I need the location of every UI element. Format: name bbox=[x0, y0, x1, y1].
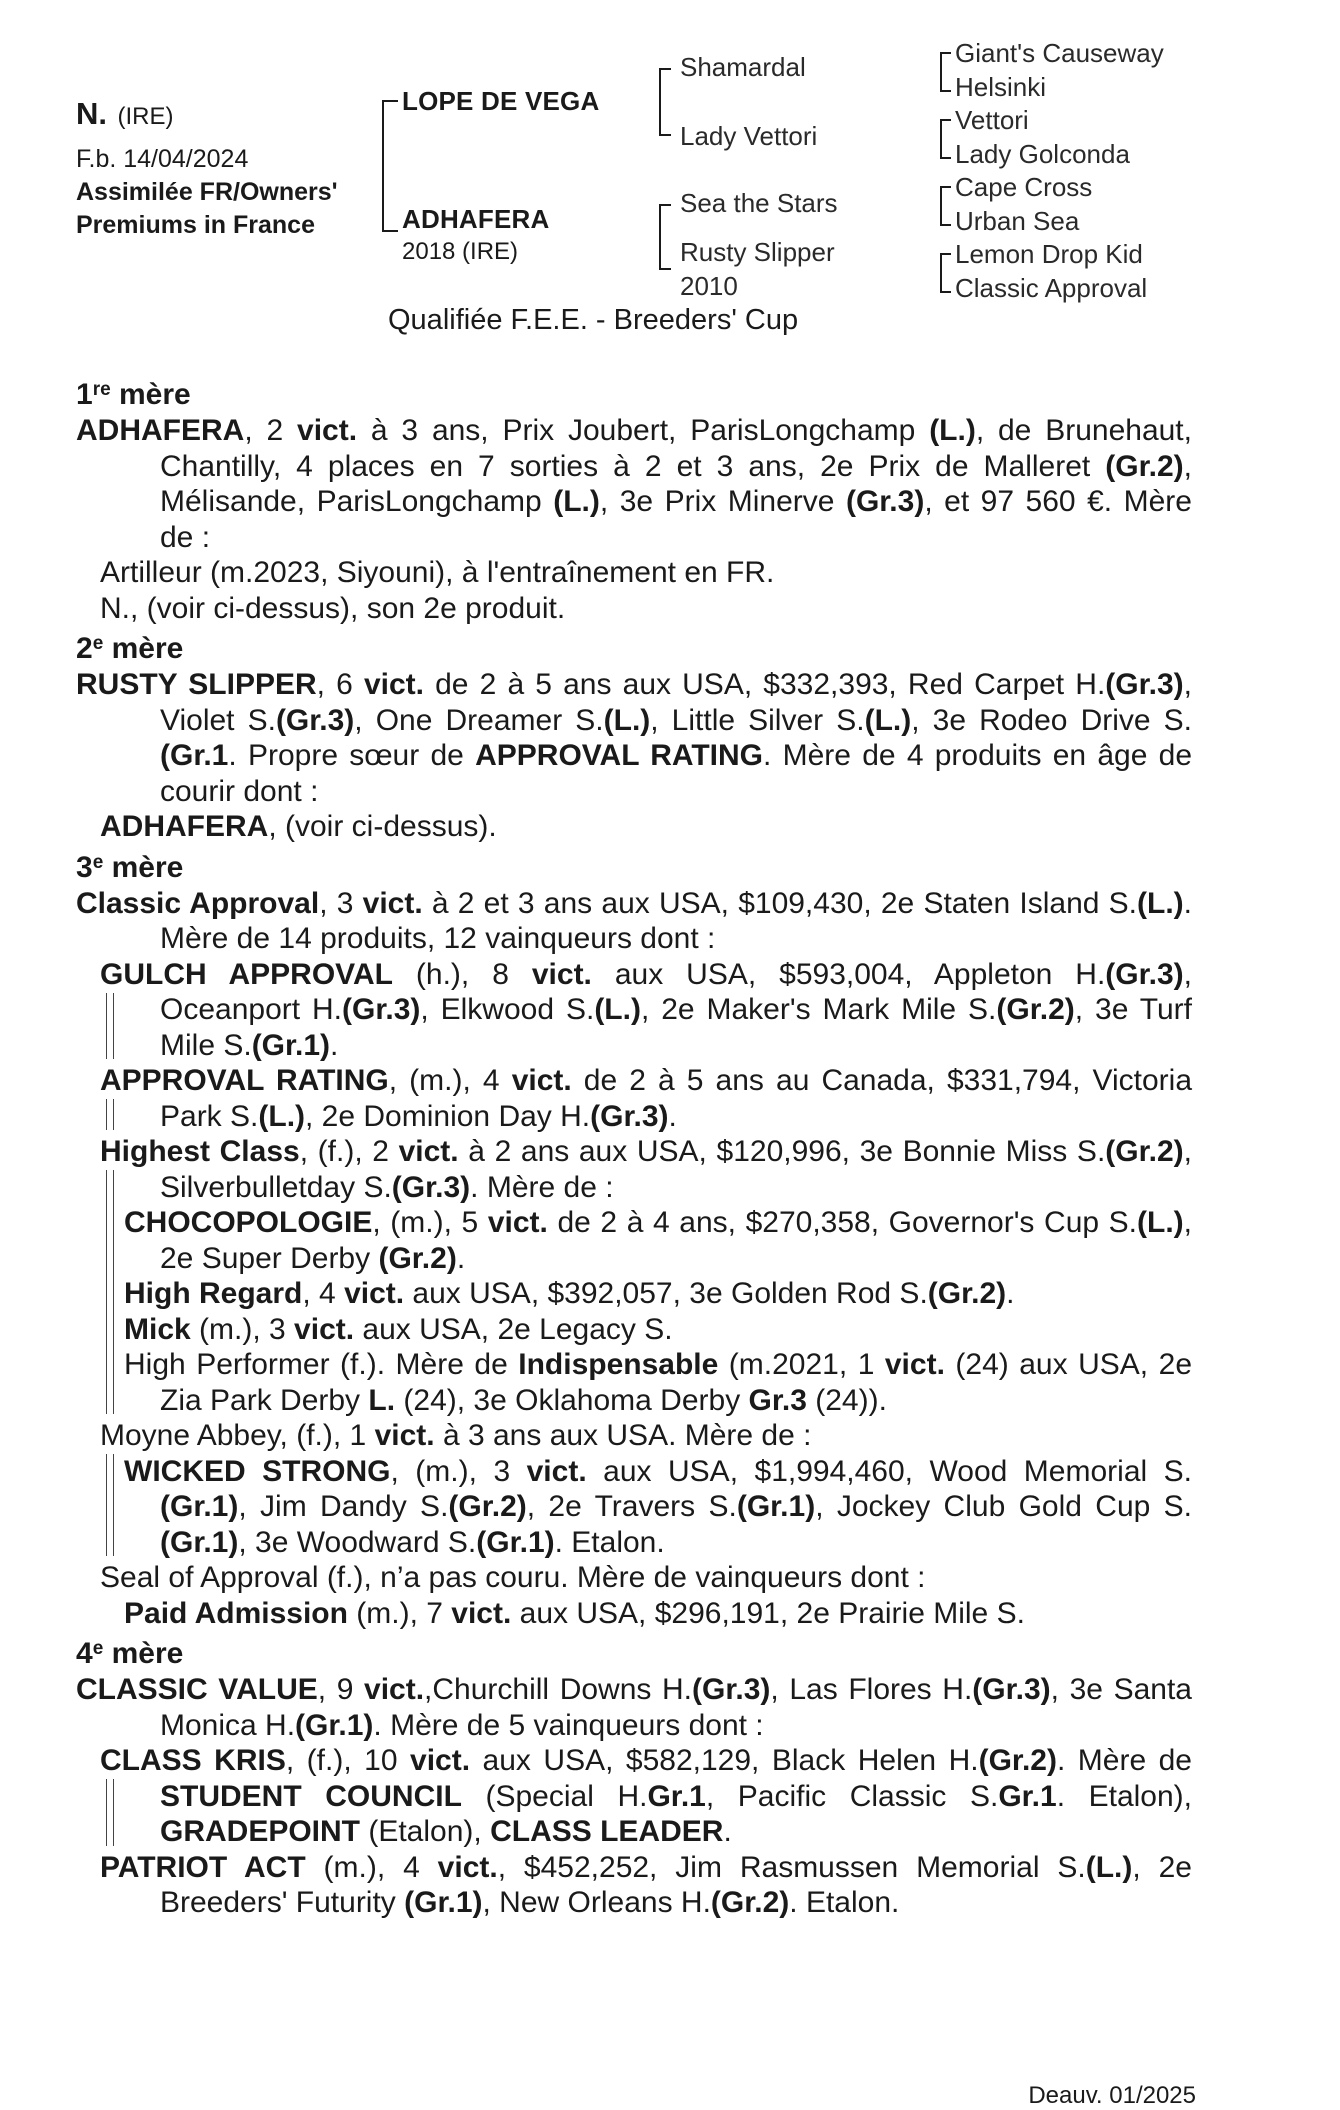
bold-run: PATRIOT ACT bbox=[100, 1850, 306, 1884]
text-run: , Little Silver S. bbox=[650, 703, 865, 737]
ggp-7: Lemon Drop Kid bbox=[955, 239, 1143, 269]
text-run: , Violet S. bbox=[160, 668, 1192, 737]
text-run: , (voir ci-dessus). bbox=[268, 810, 497, 843]
group-class-kris bbox=[76, 1743, 1192, 1850]
bold-run: Gr.3 bbox=[748, 1383, 807, 1417]
bold-run: vict. bbox=[294, 1312, 355, 1346]
bold-run: APPROVAL RATING bbox=[475, 739, 764, 772]
text-run: . Mère de 4 produits en âge de courir dont : bbox=[160, 739, 1193, 808]
text-run: , 3e Prix Minerve bbox=[599, 485, 846, 518]
bold-run: (Gr.3) bbox=[590, 1099, 669, 1133]
text-run: , (f.), 10 bbox=[285, 1744, 411, 1777]
bold-run: Highest Class bbox=[100, 1135, 300, 1168]
bold-run: vict. bbox=[398, 1135, 459, 1168]
entry-adhafera-ref bbox=[76, 809, 1192, 845]
text-run: (24) aux USA, 2e Zia Park Derby bbox=[160, 1348, 1192, 1417]
bold-run: (L.) bbox=[929, 414, 976, 447]
text-run: ,Churchill Downs H. bbox=[424, 1673, 693, 1706]
text-run: à 2 et 3 ans aux USA, $109,430, 2e Staten Island S. bbox=[422, 886, 1138, 920]
entry-wicked-strong bbox=[76, 1454, 1192, 1561]
horse-name: N. bbox=[76, 96, 107, 131]
premium-line-1: Assimilée FR/Owners' bbox=[76, 178, 338, 206]
bold-run: vict. bbox=[526, 1454, 587, 1488]
bold-run: (Gr.1 bbox=[160, 739, 229, 772]
entry-artilleur bbox=[76, 555, 1192, 591]
group-highest-class bbox=[76, 1134, 1192, 1418]
qualification: Qualifiée F.E.E. - Breeders' Cup bbox=[388, 304, 799, 336]
group-moyne-abbey bbox=[76, 1418, 1192, 1560]
text-run: , 6 bbox=[316, 668, 364, 701]
bold-run: RUSTY SLIPPER bbox=[76, 668, 317, 701]
section-4-number: 4 bbox=[76, 1637, 93, 1670]
section-3-word: mère bbox=[103, 850, 184, 884]
bold-run: L. bbox=[368, 1383, 396, 1417]
text-run: de 2 à 4 ans, $270,358, Governor's Cup S. bbox=[547, 1206, 1138, 1239]
bold-run: (Gr.3) bbox=[275, 703, 355, 737]
text-run: aux USA, $582,129, Black Helen H. bbox=[470, 1744, 979, 1777]
bold-run: GRADEPOINT bbox=[160, 1815, 361, 1848]
text-run: . Propre sœur de bbox=[228, 739, 476, 772]
dam-dam-year: 2010 bbox=[680, 271, 738, 301]
text-run: , (m.), 3 bbox=[390, 1454, 527, 1488]
section-4-word: mère bbox=[103, 1637, 184, 1670]
entry-highest-class bbox=[76, 1134, 1192, 1205]
text-run: , Pacific Classic S. bbox=[705, 1779, 999, 1813]
bold-run: vict. bbox=[487, 1206, 548, 1239]
text-run: , 3e Turf Mile S. bbox=[160, 993, 1192, 1062]
bold-run: (L.) bbox=[553, 485, 600, 518]
ggp-4: Lady Golconda bbox=[955, 139, 1130, 169]
text-run: (m.2021, 1 bbox=[718, 1348, 885, 1381]
text-run: . bbox=[456, 1241, 466, 1275]
text-run: (m.), 7 bbox=[347, 1596, 452, 1630]
text-run: , Mélisande, ParisLongchamp bbox=[160, 449, 1192, 518]
entry-high-regard bbox=[76, 1276, 1192, 1312]
bold-run: vict. bbox=[344, 1277, 405, 1310]
horse-origin: (IRE) bbox=[117, 103, 174, 130]
bold-run: (Gr.2) bbox=[927, 1277, 1007, 1310]
text-run: , 2e Breeders' Futurity bbox=[160, 1850, 1192, 1919]
text-run: . Etalon. bbox=[789, 1886, 900, 1919]
bold-run: vict. bbox=[437, 1850, 498, 1884]
text-run: (24)). bbox=[806, 1383, 887, 1417]
parents-bracket bbox=[382, 100, 398, 232]
text-run: , de Brunehaut, Chantilly, 4 places en 7 sorties à 2 et 3 ans, 2e Prix de Malleret bbox=[160, 414, 1192, 483]
sire-dam: Lady Vettori bbox=[680, 121, 818, 151]
text-run: , 3e Rodeo Drive S. bbox=[911, 703, 1193, 737]
bold-run: CLASS LEADER bbox=[490, 1815, 724, 1848]
bold-run: (Gr.1) bbox=[476, 1525, 555, 1559]
bold-run: vict. bbox=[363, 668, 424, 701]
entry-n bbox=[76, 591, 1192, 627]
sire-parents-bracket bbox=[659, 68, 671, 136]
text-run: aux USA, $296,191, 2e Prairie Mile S. bbox=[511, 1596, 1025, 1630]
section-title-3 bbox=[76, 845, 1192, 886]
section-2-sup: e bbox=[92, 633, 104, 654]
bold-run: vict. bbox=[884, 1348, 945, 1381]
bold-run: Gr.1 bbox=[998, 1779, 1057, 1813]
text-run: , Silverbulletday S. bbox=[160, 1135, 1192, 1204]
horse-info: F.b. 14/04/2024 bbox=[76, 145, 249, 173]
sire-name: LOPE DE VEGA bbox=[402, 86, 600, 116]
text-run: , 3e Santa Monica H. bbox=[160, 1673, 1192, 1742]
text-run: , 2 bbox=[244, 414, 298, 447]
ggp-3: Vettori bbox=[955, 105, 1029, 135]
text-run: . bbox=[330, 1028, 339, 1062]
text-run: aux USA, 2e Legacy S. bbox=[354, 1312, 673, 1346]
bold-run: CHOCOPOLOGIE bbox=[124, 1206, 373, 1239]
section-title-4 bbox=[76, 1631, 1192, 1672]
text-run: N., (voir ci-dessus), son 2e produit. bbox=[100, 591, 566, 625]
group-approval-rating bbox=[76, 1063, 1192, 1134]
bold-run: (Gr.1) bbox=[736, 1490, 816, 1523]
ggp-5: Cape Cross bbox=[955, 172, 1093, 202]
dam-sire: Sea the Stars bbox=[680, 188, 838, 218]
bold-run: (Gr.3) bbox=[391, 1170, 471, 1204]
text-run: . Mère de 14 produits, 12 vainqueurs dont : bbox=[160, 886, 1192, 955]
dam-parents-bracket bbox=[659, 204, 671, 270]
text-run: (m.), 3 bbox=[190, 1312, 295, 1346]
text-run: à 3 ans, Prix Joubert, ParisLongchamp bbox=[357, 414, 930, 447]
bold-run: CLASS KRIS bbox=[100, 1744, 286, 1777]
bold-run: (Gr.2) bbox=[448, 1490, 527, 1523]
section-1-word: mère bbox=[110, 378, 191, 411]
section-1-number: 1 bbox=[76, 378, 93, 411]
text-run: . Mère de : bbox=[470, 1170, 614, 1204]
text-run: . Etalon. bbox=[554, 1525, 665, 1559]
sire-sire: Shamardal bbox=[680, 52, 806, 82]
group-rule bbox=[106, 1454, 114, 1556]
section-3-sup: e bbox=[92, 851, 104, 873]
section-2-number: 2 bbox=[76, 632, 93, 665]
group-rule bbox=[106, 1779, 114, 1846]
premium-line-2: Premiums in France bbox=[76, 211, 315, 239]
bold-run: (Gr.1) bbox=[160, 1490, 239, 1523]
text-run: , (m.), 5 bbox=[372, 1206, 488, 1239]
section-3-number: 3 bbox=[76, 850, 93, 884]
group-rule bbox=[106, 1170, 114, 1414]
dam-name: ADHAFERA bbox=[402, 204, 550, 234]
entry-classic-approval bbox=[76, 886, 1192, 957]
bold-run: (L.) bbox=[594, 993, 641, 1026]
bold-run: (Gr.3) bbox=[1105, 668, 1184, 701]
text-run: (24), 3e Oklahoma Derby bbox=[395, 1383, 749, 1417]
bold-run: ADHAFERA bbox=[76, 414, 245, 447]
bold-run: vict. bbox=[511, 1064, 572, 1097]
text-run: , Las Flores H. bbox=[770, 1673, 973, 1706]
section-title-1 bbox=[76, 372, 1192, 413]
text-run: , 2e Dominion Day H. bbox=[305, 1099, 591, 1133]
entry-seal-of-approval bbox=[76, 1560, 1192, 1596]
bold-run: vict. bbox=[410, 1744, 471, 1777]
entry-approval-rating bbox=[76, 1063, 1192, 1134]
bold-run: GULCH APPROVAL bbox=[100, 957, 393, 991]
ggp-1: Giant's Causeway bbox=[955, 38, 1164, 68]
text-run: (m.), 4 bbox=[305, 1850, 438, 1884]
entry-moyne-abbey bbox=[76, 1418, 1192, 1454]
text-run: . Mère de bbox=[1056, 1744, 1192, 1777]
text-run: . Etalon), bbox=[1056, 1779, 1192, 1813]
bold-run: vict. bbox=[297, 414, 358, 447]
text-run: , et 97 560 €. Mère de : bbox=[160, 485, 1192, 554]
section-title-2 bbox=[76, 626, 1192, 667]
bold-run: Gr.1 bbox=[647, 1779, 706, 1813]
entry-chocopologie bbox=[76, 1205, 1192, 1276]
bold-run: Mick bbox=[124, 1312, 191, 1346]
group-rule bbox=[106, 993, 114, 1060]
bold-run: (Gr.2) bbox=[710, 1886, 790, 1919]
section-1-sup: re bbox=[92, 379, 111, 400]
ggp-bracket-1 bbox=[940, 52, 951, 92]
section-4-sup: e bbox=[92, 1638, 104, 1659]
text-run: , New Orleans H. bbox=[482, 1886, 711, 1919]
entry-high-performer bbox=[76, 1347, 1192, 1418]
footer-reference: Deauv. 01/2025 bbox=[1028, 2082, 1196, 2109]
horse-name-line bbox=[76, 96, 173, 132]
text-run: . bbox=[1006, 1277, 1015, 1310]
bold-run: CLASSIC VALUE bbox=[76, 1673, 318, 1706]
text-run: , $452,252, Jim Rasmussen Memorial S. bbox=[497, 1850, 1086, 1884]
bold-run: WICKED STRONG bbox=[124, 1454, 391, 1488]
entry-gulch-approval bbox=[76, 957, 1192, 1064]
text-run: de 2 à 5 ans au Canada, $331,794, Victoria Park S. bbox=[160, 1064, 1192, 1133]
text-run: , Jockey Club Gold Cup S. bbox=[815, 1490, 1192, 1523]
text-run: aux USA, $392,057, 3e Golden Rod S. bbox=[404, 1277, 928, 1310]
bold-run: (L.) bbox=[864, 703, 912, 737]
bold-run: (L.) bbox=[603, 703, 651, 737]
text-run: , 2e Travers S. bbox=[526, 1490, 737, 1523]
bold-run: (Gr.3) bbox=[972, 1673, 1051, 1706]
bold-run: (L.) bbox=[258, 1099, 306, 1133]
text-run: , 2e Super Derby bbox=[160, 1206, 1192, 1275]
text-run: aux USA, $593,004, Appleton H. bbox=[591, 957, 1106, 991]
bold-run: (Gr.3) bbox=[692, 1673, 771, 1706]
text-run: . bbox=[723, 1815, 732, 1848]
text-run: , (f.), 2 bbox=[299, 1135, 399, 1168]
entry-classic-value bbox=[76, 1672, 1192, 1743]
bold-run: vict. bbox=[362, 886, 423, 920]
text-run: , 3e Woodward S. bbox=[238, 1525, 477, 1559]
bold-run: (Gr.1) bbox=[295, 1708, 374, 1742]
ggp-bracket-2 bbox=[940, 119, 951, 159]
bold-run: (Gr.3) bbox=[1105, 957, 1184, 991]
bold-run: STUDENT COUNCIL bbox=[160, 1779, 462, 1813]
bold-run: Classic Approval bbox=[76, 886, 320, 920]
text-run: (Special H. bbox=[461, 1779, 648, 1813]
text-run: à 3 ans aux USA. Mère de : bbox=[434, 1419, 812, 1452]
text-run: , (m.), 4 bbox=[388, 1064, 512, 1097]
text-run: de 2 à 5 ans aux USA, $332,393, Red Carpet H. bbox=[423, 668, 1106, 701]
text-run: , 2e Maker's Mark Mile S. bbox=[640, 993, 997, 1026]
bold-run: APPROVAL RATING bbox=[100, 1064, 389, 1097]
group-rule bbox=[106, 1099, 114, 1130]
bold-run: (Gr.3) bbox=[845, 485, 925, 518]
text-run: , Elkwood S. bbox=[420, 993, 595, 1026]
bold-run: Paid Admission bbox=[124, 1596, 348, 1630]
bold-run: High Regard bbox=[124, 1277, 303, 1310]
bold-run: (Gr.2) bbox=[996, 993, 1075, 1026]
bold-run: vict. bbox=[451, 1596, 512, 1630]
section-2-word: mère bbox=[103, 632, 184, 665]
text-run: aux USA, $1,994,460, Wood Memorial S. bbox=[586, 1454, 1192, 1488]
entry-rusty-slipper bbox=[76, 667, 1192, 809]
text-run: , 9 bbox=[317, 1673, 365, 1706]
entry-paid-admission bbox=[76, 1596, 1192, 1632]
ggp-bracket-4 bbox=[940, 253, 951, 293]
entry-class-kris bbox=[76, 1743, 1192, 1850]
bold-run: vict. bbox=[364, 1673, 425, 1706]
text-run: High Performer (f.). Mère de bbox=[124, 1348, 519, 1381]
group-gulch-approval bbox=[76, 957, 1192, 1064]
bold-run: (Gr.2) bbox=[978, 1744, 1057, 1777]
ggp-bracket-3 bbox=[940, 186, 951, 226]
dam-info: 2018 (IRE) bbox=[402, 238, 519, 265]
bold-run: (Gr.2) bbox=[378, 1241, 457, 1275]
bold-run: (Gr.2) bbox=[1105, 1135, 1184, 1168]
bold-run: vict. bbox=[374, 1419, 435, 1452]
text-run: à 2 ans aux USA, $120,996, 3e Bonnie Miss S. bbox=[458, 1135, 1106, 1168]
family-text bbox=[76, 372, 1192, 1921]
text-run: , Jim Dandy S. bbox=[238, 1490, 449, 1523]
ggp-6: Urban Sea bbox=[955, 206, 1080, 236]
text-run: , Oceanport H. bbox=[160, 957, 1192, 1026]
bold-run: vict. bbox=[531, 957, 592, 991]
bold-run: (Gr.1) bbox=[404, 1886, 483, 1919]
text-run: (Etalon), bbox=[360, 1815, 491, 1848]
bold-run: (L.) bbox=[1137, 1206, 1184, 1239]
text-run: Artilleur (m.2023, Siyouni), à l'entraînement en FR. bbox=[100, 556, 775, 589]
bold-run: (Gr.1) bbox=[160, 1525, 239, 1559]
bold-run: (L.) bbox=[1085, 1850, 1133, 1884]
ggp-2: Helsinki bbox=[955, 72, 1047, 102]
text-run: Seal of Approval (f.), n’a pas couru. Mère de vainqueurs dont : bbox=[100, 1561, 926, 1594]
entry-adhafera bbox=[76, 413, 1192, 555]
text-run: . bbox=[668, 1099, 677, 1133]
bold-run: (L.) bbox=[1137, 886, 1184, 920]
bold-run: ADHAFERA bbox=[100, 810, 269, 843]
text-run: , 3 bbox=[319, 886, 363, 920]
bold-run: (Gr.3) bbox=[342, 993, 421, 1026]
bold-run: Indispensable bbox=[518, 1348, 719, 1381]
text-run: Moyne Abbey, (f.), 1 bbox=[100, 1419, 375, 1452]
text-run: . Mère de 5 vainqueurs dont : bbox=[373, 1708, 764, 1742]
text-run: , 4 bbox=[302, 1277, 345, 1310]
dam-dam: Rusty Slipper bbox=[680, 237, 835, 267]
entry-mick bbox=[76, 1312, 1192, 1348]
bold-run: (Gr.1) bbox=[251, 1028, 331, 1062]
text-run: , One Dreamer S. bbox=[354, 703, 604, 737]
text-run: (h.), 8 bbox=[392, 957, 532, 991]
ggp-8: Classic Approval bbox=[955, 273, 1148, 303]
entry-patriot-act bbox=[76, 1850, 1192, 1921]
bold-run: (Gr.2) bbox=[1105, 449, 1184, 483]
